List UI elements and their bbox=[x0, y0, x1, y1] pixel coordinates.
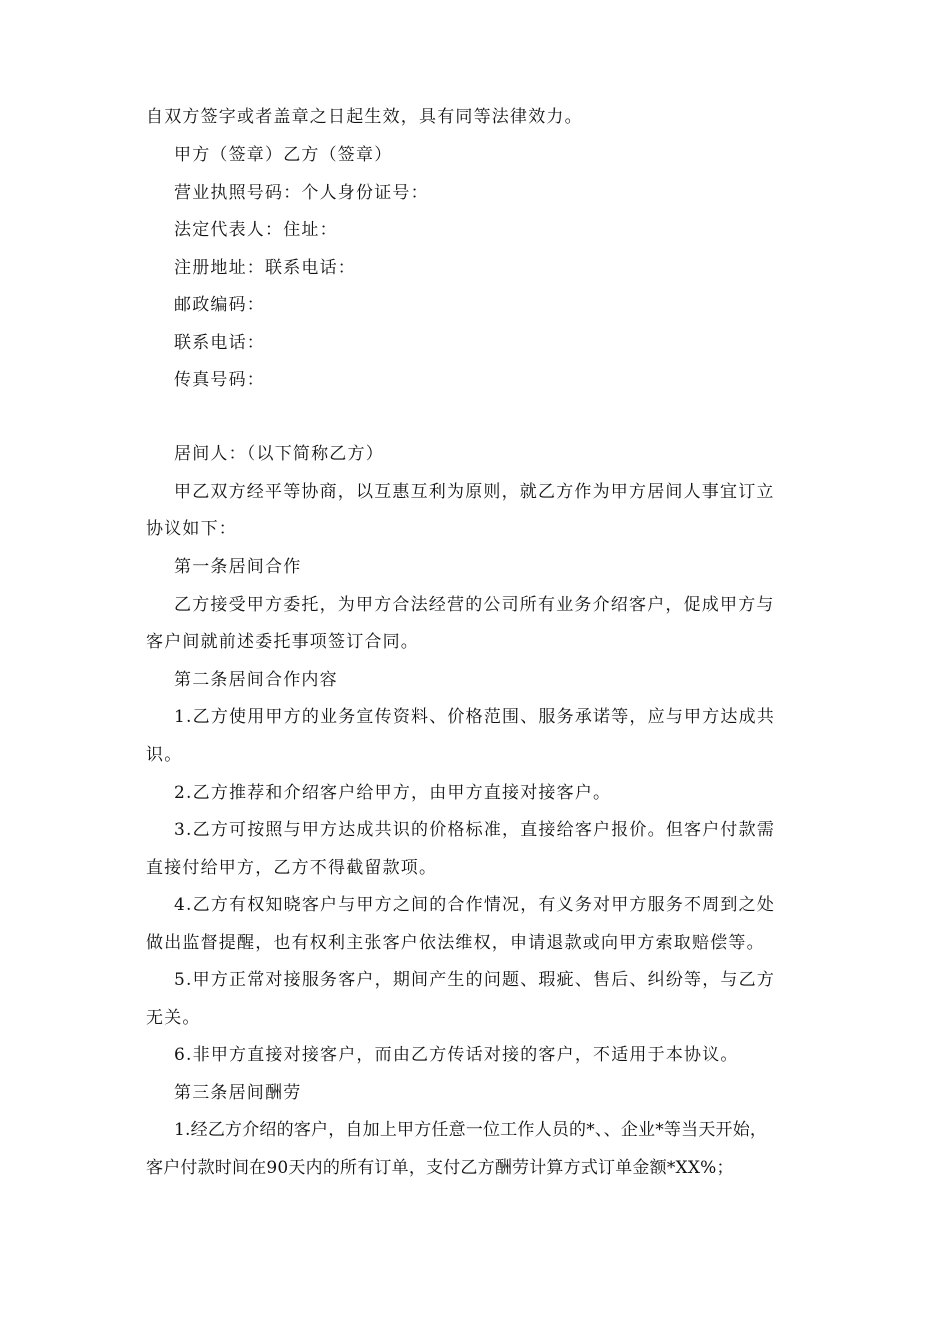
paragraph-line: 2.乙方推荐和介绍客户给甲方，由甲方直接对接客户。 bbox=[174, 783, 612, 803]
paragraph-line: 4.乙方有权知晓客户与甲方之间的合作情况，有义务对甲方服务不周到之处 bbox=[174, 895, 776, 915]
paragraph-line: 客户付款时间在90天内的所有订单，支付乙方酬劳计算方式订单金额*XX%； bbox=[146, 1158, 734, 1178]
paragraph-line: 6.非甲方直接对接客户，而由乙方传话对接的客户，不适用于本协议。 bbox=[174, 1045, 739, 1065]
form-field-line: 传真号码： bbox=[174, 370, 265, 390]
signature-line: 甲方（签章）乙方（签章） bbox=[174, 145, 393, 165]
form-field-line: 营业执照号码：个人身份证号： bbox=[174, 183, 429, 203]
intermediary-line: 居间人：（以下简称乙方） bbox=[174, 444, 384, 464]
form-field-line: 法定代表人：住址： bbox=[174, 220, 338, 240]
paragraph-line: 1.经乙方介绍的客户，自加上甲方任意一位工作人员的*、、企业*等当天开始， bbox=[174, 1120, 768, 1140]
form-field-line: 邮政编码： bbox=[174, 295, 265, 315]
paragraph-line: 直接付给甲方，乙方不得截留款项。 bbox=[146, 858, 438, 878]
paragraph-line: 甲乙双方经平等协商，以互惠互利为原则，就乙方作为甲方居间人事宜订立 bbox=[174, 482, 775, 502]
paragraph-line: 3.乙方可按照与甲方达成共识的价格标准，直接给客户报价。但客户付款需 bbox=[174, 820, 776, 840]
paragraph-line: 1.乙方使用甲方的业务宣传资料、价格范围、服务承诺等，应与甲方达成共 bbox=[174, 707, 776, 727]
section-heading: 第二条居间合作内容 bbox=[174, 670, 338, 690]
paragraph-line: 自双方签字或者盖章之日起生效，具有同等法律效力。 bbox=[146, 107, 583, 127]
section-heading: 第一条居间合作 bbox=[174, 557, 302, 577]
form-field-line: 注册地址：联系电话： bbox=[174, 258, 356, 278]
paragraph-line: 客户间就前述委托事项签订合同。 bbox=[146, 632, 419, 652]
paragraph-line: 做出监督提醒，也有权利主张客户依法维权，申请退款或向甲方索取赔偿等。 bbox=[146, 933, 765, 953]
section-heading: 第三条居间酬劳 bbox=[174, 1083, 302, 1103]
paragraph-line: 乙方接受甲方委托，为甲方合法经营的公司所有业务介绍客户，促成甲方与 bbox=[174, 595, 775, 615]
paragraph-line: 协议如下： bbox=[146, 519, 237, 539]
paragraph-line: 无关。 bbox=[146, 1008, 201, 1028]
form-field-line: 联系电话： bbox=[174, 333, 265, 353]
paragraph-line: 5.甲方正常对接服务客户，期间产生的问题、瑕疵、售后、纠纷等，与乙方 bbox=[174, 970, 776, 990]
paragraph-line: 识。 bbox=[146, 745, 183, 765]
